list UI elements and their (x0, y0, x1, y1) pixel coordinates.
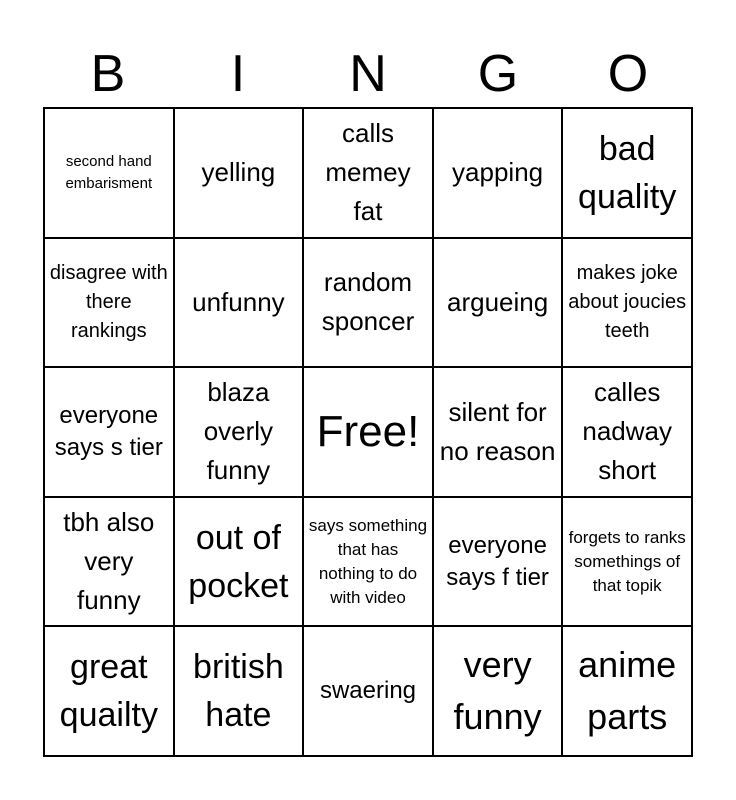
bingo-cell-r2c2[interactable]: unfunny (174, 238, 304, 368)
bingo-cell-r3c1[interactable]: everyone says s tier (44, 367, 174, 497)
bingo-cell-r4c4[interactable]: everyone says f tier (433, 497, 563, 627)
bingo-cell-r5c5[interactable]: anime parts (562, 626, 692, 756)
bingo-cell-r3c5[interactable]: calles nadway short (562, 367, 692, 497)
bingo-cell-r2c3[interactable]: random sponcer (303, 238, 433, 368)
bingo-cell-r1c3[interactable]: calls memey fat (303, 108, 433, 238)
bingo-cell-r2c1[interactable]: disagree with there rankings (44, 238, 174, 368)
header-letter-b: B (90, 45, 126, 103)
bingo-cell-r3c4[interactable]: silent for no reason (433, 367, 563, 497)
header-letter-n: N (349, 45, 387, 103)
bingo-cell-r2c5[interactable]: makes joke about joucies teeth (562, 238, 692, 368)
bingo-cell-r4c3[interactable]: says something that has nothing to do with video (303, 497, 433, 627)
bingo-cell-free[interactable]: Free! (303, 367, 433, 497)
bingo-cell-r5c1[interactable]: great quailty (44, 626, 174, 756)
bingo-cell-r4c1[interactable]: tbh also very funny (44, 497, 174, 627)
bingo-cell-r1c1[interactable]: second hand embarisment (44, 108, 174, 238)
bingo-grid (43, 107, 693, 757)
bingo-cell-r4c5[interactable]: forgets to ranks somethings of that topik (562, 497, 692, 627)
bingo-cell-r2c4[interactable]: argueing (433, 238, 563, 368)
header-letter-g: G (477, 45, 519, 103)
bingo-header (43, 40, 693, 108)
header-letter-i: I (230, 45, 246, 103)
bingo-cell-r1c5[interactable]: bad quality (562, 108, 692, 238)
bingo-cell-r5c2[interactable]: british hate (174, 626, 304, 756)
bingo-cell-r4c2[interactable]: out of pocket (174, 497, 304, 627)
bingo-cell-r5c3[interactable]: swaering (303, 626, 433, 756)
bingo-cell-r3c2[interactable]: blaza overly funny (174, 367, 304, 497)
bingo-cell-r1c4[interactable]: yapping (433, 108, 563, 238)
bingo-cell-r5c4[interactable]: very funny (433, 626, 563, 756)
bingo-cell-r1c2[interactable]: yelling (174, 108, 304, 238)
header-letter-o: O (607, 45, 649, 103)
